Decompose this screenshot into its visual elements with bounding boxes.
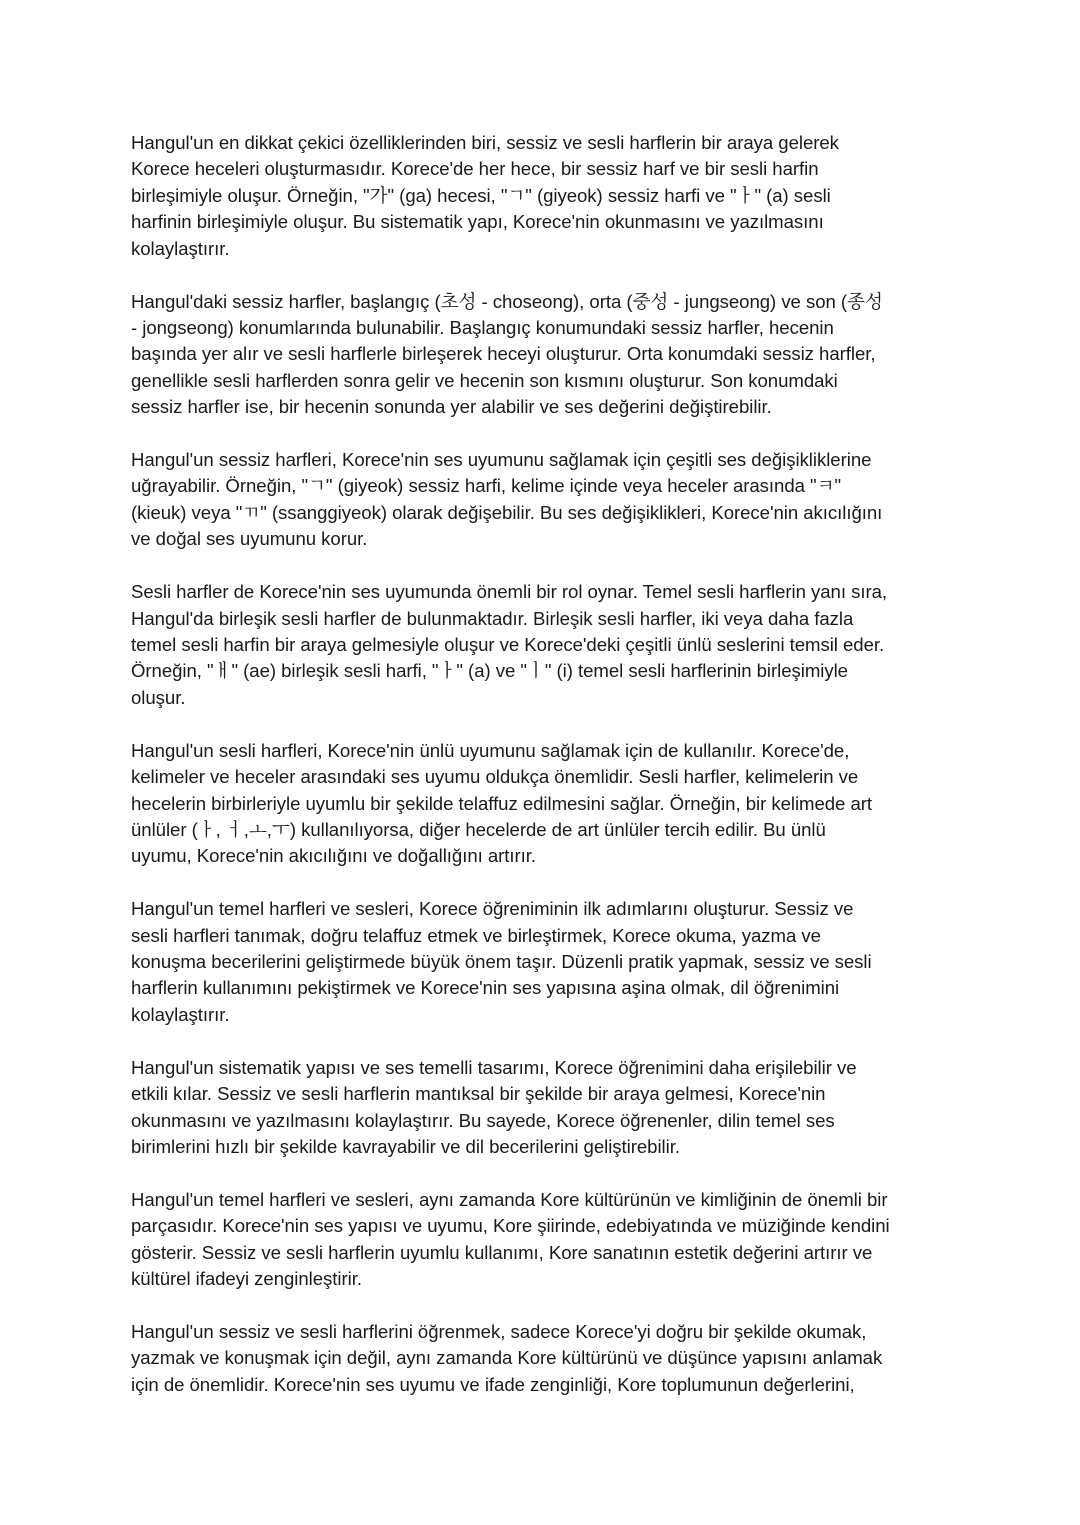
text-line: Hangul'un sistematik yapısı ve ses temelli tasarımı, Korece öğrenimini daha erişilebilir ve xyxy=(131,1056,857,1078)
document-page xyxy=(131,130,961,1425)
text-line: parçasıdır. Korece'nin ses yapısı ve uyumu, Kore şiirinde, edebiyatında ve müziğinde kendini xyxy=(131,1215,890,1237)
text-line: okunmasını ve yazılmasını kolaylaştırır. Bu sayede, Korece öğrenenler, dilin temel ses xyxy=(131,1109,835,1131)
paragraph-consonant-positions xyxy=(131,289,961,421)
paragraph-understanding-culture xyxy=(131,1319,961,1398)
text-line: etkili kılar. Sessiz ve sesli harflerin mantıksal bir şekilde bir araya gelmesi, Korece'nin xyxy=(131,1083,826,1105)
paragraph-syllable-formation xyxy=(131,130,961,262)
paragraph-systematic-design xyxy=(131,1055,961,1161)
text-line: başında yer alır ve sesli harflerle birleşerek heceyi oluşturur. Orta konumdaki sessiz harfler, xyxy=(131,343,876,365)
text-line: Hangul'da birleşik sesli harfler de bulunmaktadır. Birleşik sesli harfler, iki veya daha fazla xyxy=(131,607,854,629)
text-line: ve doğal ses uyumunu korur. xyxy=(131,528,368,550)
text-line: Hangul'un sessiz ve sesli harflerini öğrenmek, sadece Korece'yi doğru bir şekilde okumak, xyxy=(131,1321,867,1343)
text-line: uğrayabilir. Örneğin, "ㄱ" (giyeok) sessiz harfi, kelime içinde veya heceler arasında "ㅋ" xyxy=(131,475,842,497)
text-line: uyumu, Korece'nin akıcılığını ve doğallığını artırır. xyxy=(131,845,537,867)
text-line: genellikle sesli harflerden sonra gelir ve hecenin son kısmını oluşturur. Son konumdaki xyxy=(131,369,838,391)
text-line: yazmak ve konuşmak için değil, aynı zamanda Kore kültürünü ve düşünce yapısını anlamak xyxy=(131,1347,883,1369)
text-line: hecelerin birbirleriyle uyumlu bir şekilde telaffuz edilmesini sağlar. Örneğin, bir kelimede art xyxy=(131,792,873,814)
paragraph-culture-identity xyxy=(131,1187,961,1293)
text-line: sesli harfleri tanımak, doğru telaffuz etmek ve birleştirmek, Korece okuma, yazma ve xyxy=(131,924,821,946)
text-line: Hangul'un sessiz harfleri, Korece'nin ses uyumunu sağlamak için çeşitli ses değişikliklerine xyxy=(131,449,872,471)
text-line: Sesli harfler de Korece'nin ses uyumunda önemli bir rol oynar. Temel sesli harflerin yanı sıra, xyxy=(131,581,887,603)
text-line: birleşimiyle oluşur. Örneğin, "가" (ga) hecesi, "ㄱ" (giyeok) sessiz harfi ve "ㅏ" (a) sesli xyxy=(131,184,831,206)
paragraph-vowel-harmony xyxy=(131,738,961,870)
text-line: konuşma becerilerini geliştirmede büyük önem taşır. Düzenli pratik yapmak, sessiz ve sesli xyxy=(131,951,872,973)
text-line: birimlerini hızlı bir şekilde kavrayabilir ve dil becerilerini geliştirebilir. xyxy=(131,1136,680,1157)
text-line: kültürel ifadeyi zenginleştirir. xyxy=(131,1268,362,1290)
text-line: (kieuk) veya "ㄲ" (ssanggiyeok) olarak değişebilir. Bu ses değişiklikleri, Korece'nin akıcılığını xyxy=(131,501,883,523)
text-line: oluşur. xyxy=(131,686,186,708)
text-line: Hangul'daki sessiz harfler, başlangıç (초성 - choseong), orta (중성 - jungseong) ve son (종성 xyxy=(131,290,883,312)
text-line: kolaylaştırır. xyxy=(131,237,230,259)
text-line: için de önemlidir. Korece'nin ses uyumu ve ifade zenginliği, Kore toplumunun değerlerini, xyxy=(131,1373,855,1395)
text-line: temel sesli harfin bir araya gelmesiyle oluşur ve Korece'deki çeşitli ünlü seslerini temsil eder. xyxy=(131,634,885,655)
text-line: Hangul'un en dikkat çekici özelliklerinden biri, sessiz ve sesli harflerin bir araya gelerek xyxy=(131,132,839,153)
text-line: harfinin birleşimiyle oluşur. Bu sistematik yapı, Korece'nin okunmasını ve yazılmasını xyxy=(131,211,824,233)
text-line: sessiz harfler ise, bir hecenin sonunda yer alabilir ve ses değerini değiştirebilir. xyxy=(131,396,772,418)
text-line: - jongseong) konumlarında bulunabilir. Başlangıç konumundaki sessiz harfler, hecenin xyxy=(131,316,834,338)
text-line: Hangul'un temel harfleri ve sesleri, Korece öğreniminin ilk adımlarını oluşturur. Sessiz ve xyxy=(131,898,854,920)
text-line: gösterir. Sessiz ve sesli harflerin uyumlu kullanımı, Kore sanatının estetik değerini artırır ve xyxy=(131,1241,873,1263)
text-line: kolaylaştırır. xyxy=(131,1003,230,1025)
text-line: Hangul'un sesli harfleri, Korece'nin ünlü uyumunu sağlamak için de kullanılır. Korece'de, xyxy=(131,739,850,761)
text-line: Hangul'un temel harfleri ve sesleri, aynı zamanda Kore kültürünün ve kimliğinin de önemli bir xyxy=(131,1188,888,1210)
paragraph-learning-basics xyxy=(131,896,961,1028)
text-line: harflerin kullanımını pekiştirmek ve Korece'nin ses yapısına aşina olmak, dil öğrenimini xyxy=(131,977,840,999)
text-line: kelimeler ve heceler arasındaki ses uyumu oldukça önemlidir. Sesli harfler, kelimelerin ve xyxy=(131,766,859,788)
paragraph-compound-vowels xyxy=(131,579,961,711)
text-line: Örneğin, "ㅐ" (ae) birleşik sesli harfi, "ㅏ" (a) ve "ㅣ" (i) temel sesli harflerinin birleşimiyle xyxy=(131,660,848,682)
text-line: ünlüler (ㅏ, ㅓ,ㅗ,ㅜ) kullanılıyorsa, diğer hecelerde de art ünlüler tercih edilir. Bu ünlü xyxy=(131,818,826,840)
text-line: Korece heceleri oluşturmasıdır. Korece'de her hece, bir sessiz harf ve bir sesli harfin xyxy=(131,158,819,180)
paragraph-sound-changes xyxy=(131,447,961,553)
